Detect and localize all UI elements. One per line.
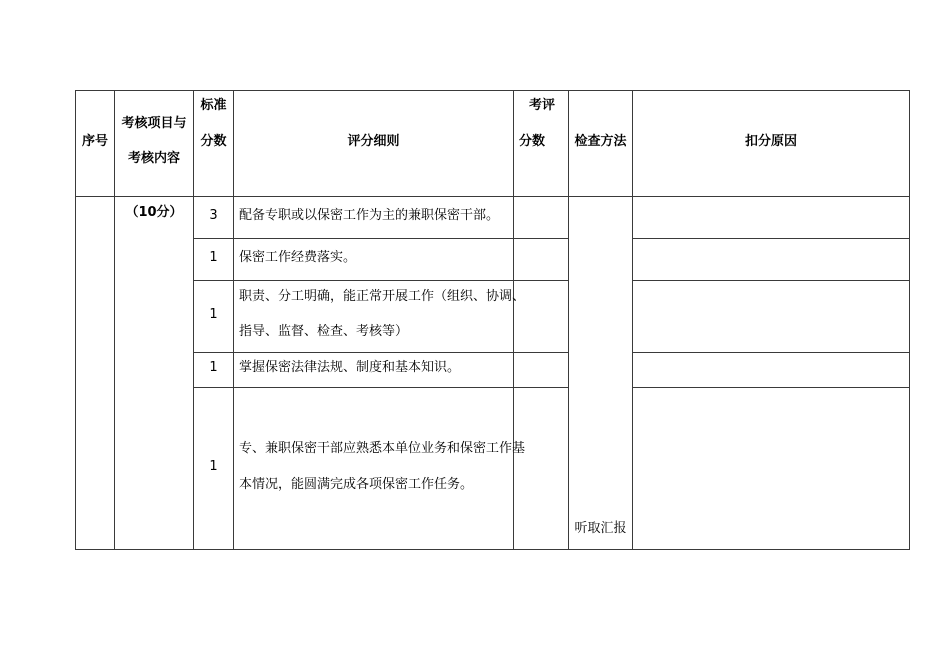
header-std-line1: 标准 [200, 98, 227, 113]
header-bottom-border [75, 196, 910, 197]
row-detail-line2: 指导、监督、检查、考核等） [239, 324, 409, 339]
row-divider [632, 387, 910, 388]
row-detail-line2: 本情况，能圆满完成各项保密工作任务。 [239, 477, 474, 492]
row-score: 1 [209, 459, 218, 474]
row-detail: 保密工作经费落实。 [239, 250, 357, 265]
row-score: 1 [209, 360, 218, 375]
header-std-line2: 分数 [200, 134, 227, 149]
row-detail: 配备专职或以保密工作为主的兼职保密干部。 [239, 208, 500, 223]
header-detail: 评分细则 [347, 134, 400, 149]
header-item-line2: 考核内容 [127, 151, 180, 166]
row-divider [632, 280, 910, 281]
row-score: 1 [209, 307, 218, 322]
table-border-top [75, 90, 910, 91]
section-points: （10分） [125, 205, 183, 220]
check-method: 听取汇报 [574, 521, 627, 536]
row-detail: 掌握保密法律法规、制度和基本知识。 [239, 360, 461, 375]
column-divider [513, 90, 514, 550]
row-detail-line1: 职责、分工明确，能正常开展工作（组织、协调、 [239, 289, 526, 304]
row-score: 1 [209, 250, 218, 265]
header-reason: 扣分原因 [744, 134, 797, 149]
row-detail-line1: 专、兼职保密干部应熟悉本单位业务和保密工作基 [239, 441, 526, 456]
header-seq: 序号 [81, 134, 108, 149]
table-border-bottom [75, 549, 910, 550]
header-eval-line2: 分数 [519, 134, 546, 149]
row-score: 3 [209, 208, 218, 223]
row-divider [632, 238, 910, 239]
header-item-line1: 考核项目与 [121, 116, 187, 131]
column-divider [632, 90, 633, 550]
table-border-left [75, 90, 76, 550]
table-border-right [909, 90, 910, 550]
header-method: 检查方法 [574, 134, 627, 149]
row-divider [632, 352, 910, 353]
header-eval-line1: 考评 [529, 98, 556, 113]
column-divider [568, 90, 569, 550]
